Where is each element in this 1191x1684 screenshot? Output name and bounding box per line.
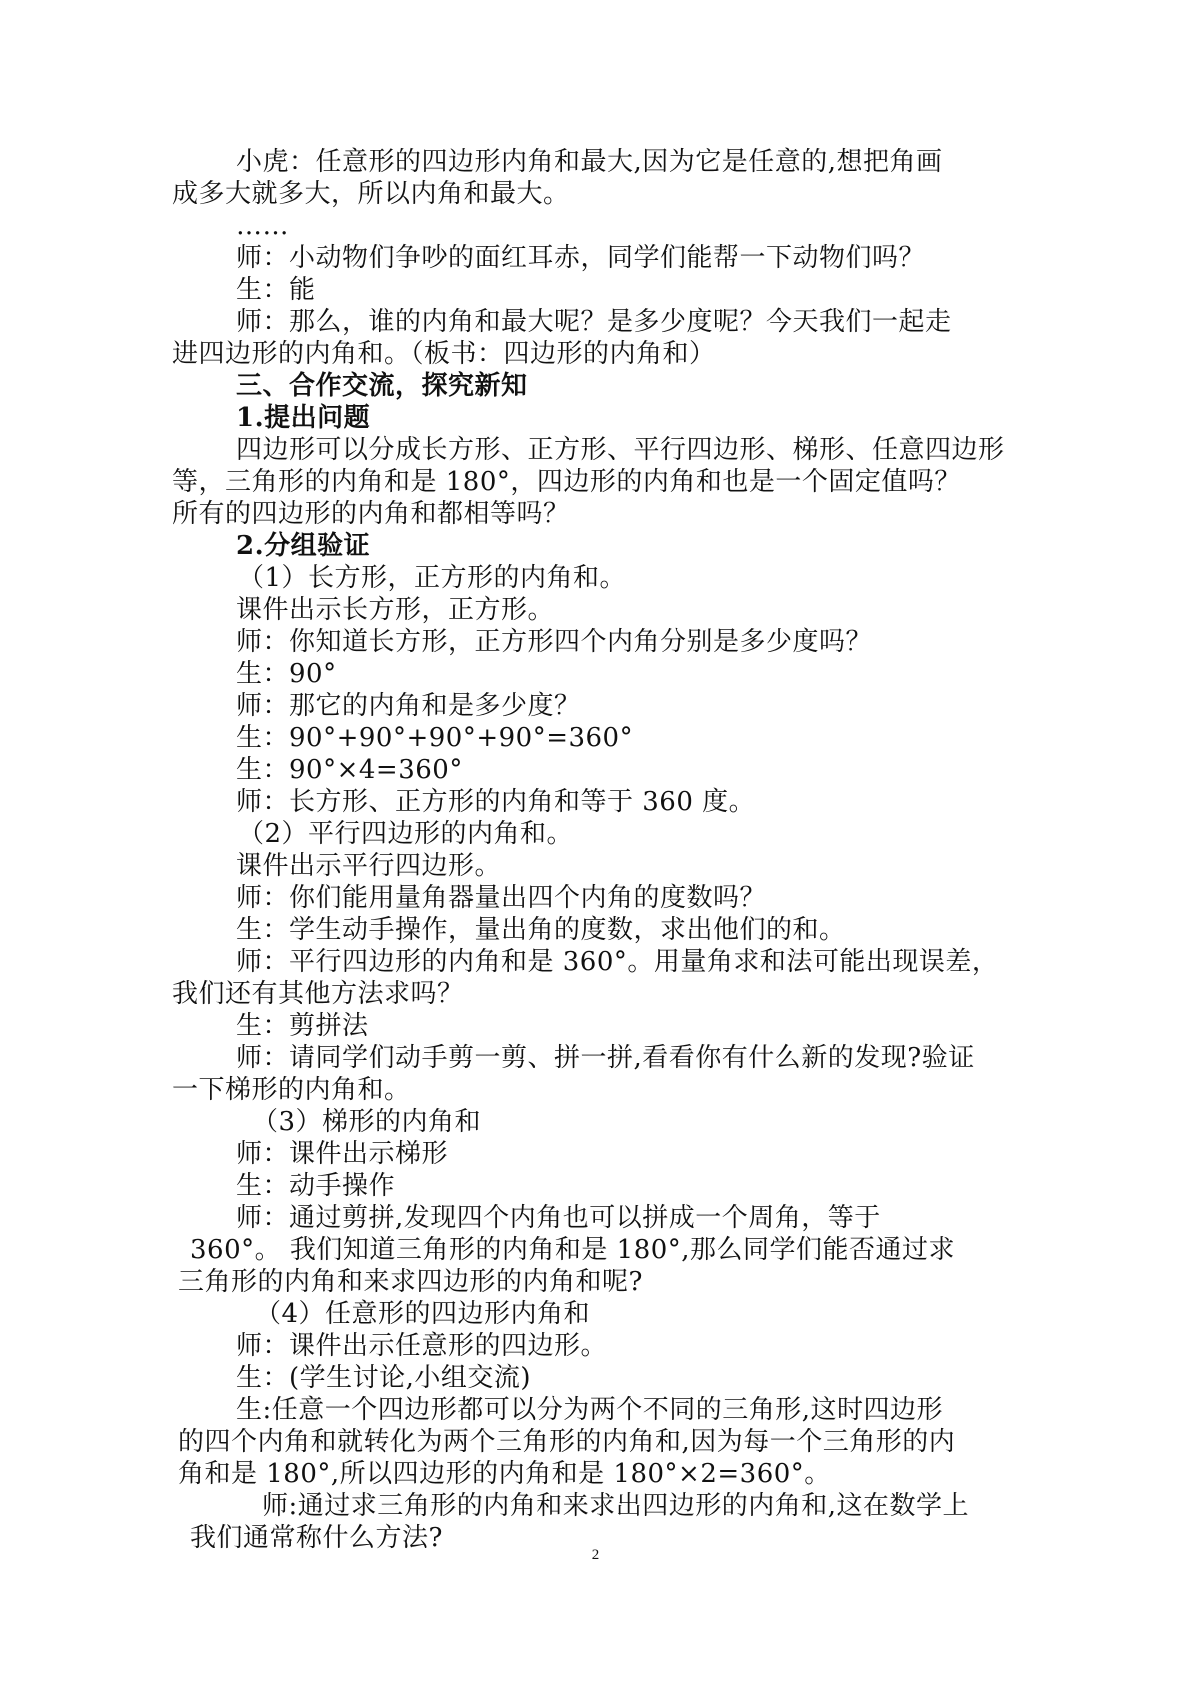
paragraph-line: 生：学生动手操作，量出角的度数，求出他们的和。 — [236, 915, 846, 945]
paragraph-line: 师:通过求三角形的内角和来求出四边形的内角和,这在数学上 — [262, 1491, 970, 1521]
paragraph-line: 师：课件出示梯形 — [236, 1139, 449, 1169]
paragraph-line: 生：剪拼法 — [236, 1011, 369, 1041]
section-heading: 三、合作交流，探究新知 — [236, 371, 528, 401]
paragraph-line: 师：小动物们争吵的面红耳赤，同学们能帮一下动物们吗？ — [236, 243, 926, 273]
paragraph-line: 三角形的内角和来求四边形的内角和呢? — [178, 1267, 643, 1297]
paragraph-line: 角和是 180°,所以四边形的内角和是 180°×2=360°。 — [178, 1459, 831, 1489]
paragraph-line: （3）梯形的内角和 — [252, 1107, 482, 1137]
paragraph-line: 成多大就多大，所以内角和最大。 — [172, 179, 570, 209]
paragraph-line: 等，三角形的内角和是 180°，四边形的内角和也是一个固定值吗？ — [172, 467, 961, 497]
page-number: 2 — [591, 1547, 600, 1563]
paragraph-line: 生：(学生讨论,小组交流) — [236, 1363, 532, 1393]
subsection-heading: 2.分组验证 — [236, 531, 371, 561]
paragraph-line: 师：通过剪拼,发现四个内角也可以拼成一个周角，等于 — [236, 1203, 881, 1233]
paragraph-line: 的四个内角和就转化为两个三角形的内角和,因为每一个三角形的内 — [178, 1427, 956, 1457]
page-body — [172, 146, 1022, 1554]
paragraph-line: 生：90° — [236, 659, 337, 689]
paragraph-line: 我们还有其他方法求吗？ — [172, 979, 464, 1009]
paragraph-line: 小虎：任意形的四边形内角和最大,因为它是任意的,想把角画 — [236, 147, 943, 177]
paragraph-line: 课件出示平行四边形。 — [236, 851, 502, 881]
ellipsis-line: …… — [236, 211, 289, 241]
paragraph-line: （1）长方形，正方形的内角和。 — [238, 563, 627, 593]
paragraph-line: 课件出示长方形，正方形。 — [236, 595, 555, 625]
paragraph-line: 360°。 我们知道三角形的内角和是 180°,那么同学们能否通过求 — [190, 1235, 956, 1265]
paragraph-line: 师：你知道长方形，正方形四个内角分别是多少度吗？ — [236, 627, 873, 657]
paragraph-line: 一下梯形的内角和。 — [172, 1075, 411, 1105]
paragraph-line: 师：平行四边形的内角和是 360°。用量角求和法可能出现误差， — [236, 947, 999, 977]
paragraph-line: （2）平行四边形的内角和。 — [238, 819, 574, 849]
paragraph-line: 师：长方形、正方形的内角和等于 360 度。 — [236, 787, 756, 817]
paragraph-line: （4）任意形的四边形内角和 — [255, 1299, 591, 1329]
paragraph-line: 师：请同学们动手剪一剪、拼一拼,看看你有什么新的发现?验证 — [236, 1043, 975, 1073]
paragraph-line: 进四边形的内角和。（板书：四边形的内角和） — [172, 339, 716, 369]
paragraph-line: 生：动手操作 — [236, 1171, 396, 1201]
paragraph-line: 师：那么，谁的内角和最大呢？是多少度呢？今天我们一起走 — [236, 307, 952, 337]
paragraph-line: 生:任意一个四边形都可以分为两个不同的三角形,这时四边形 — [236, 1395, 944, 1425]
subsection-heading: 1.提出问题 — [236, 403, 371, 433]
paragraph-line: 我们通常称什么方法? — [190, 1523, 443, 1553]
paragraph-line: 师：课件出示任意形的四边形。 — [236, 1331, 608, 1361]
paragraph-line: 所有的四边形的内角和都相等吗？ — [172, 499, 570, 529]
paragraph-line: 四边形可以分成长方形、正方形、平行四边形、梯形、任意四边形 — [236, 435, 1005, 465]
paragraph-line: 生：90°+90°+90°+90°=360° — [236, 723, 634, 753]
paragraph-line: 生：能 — [236, 275, 316, 305]
paragraph-line: 生：90°×4=360° — [236, 755, 463, 785]
paragraph-line: 师：你们能用量角器量出四个内角的度数吗？ — [236, 883, 767, 913]
paragraph-line: 师：那它的内角和是多少度？ — [236, 691, 581, 721]
